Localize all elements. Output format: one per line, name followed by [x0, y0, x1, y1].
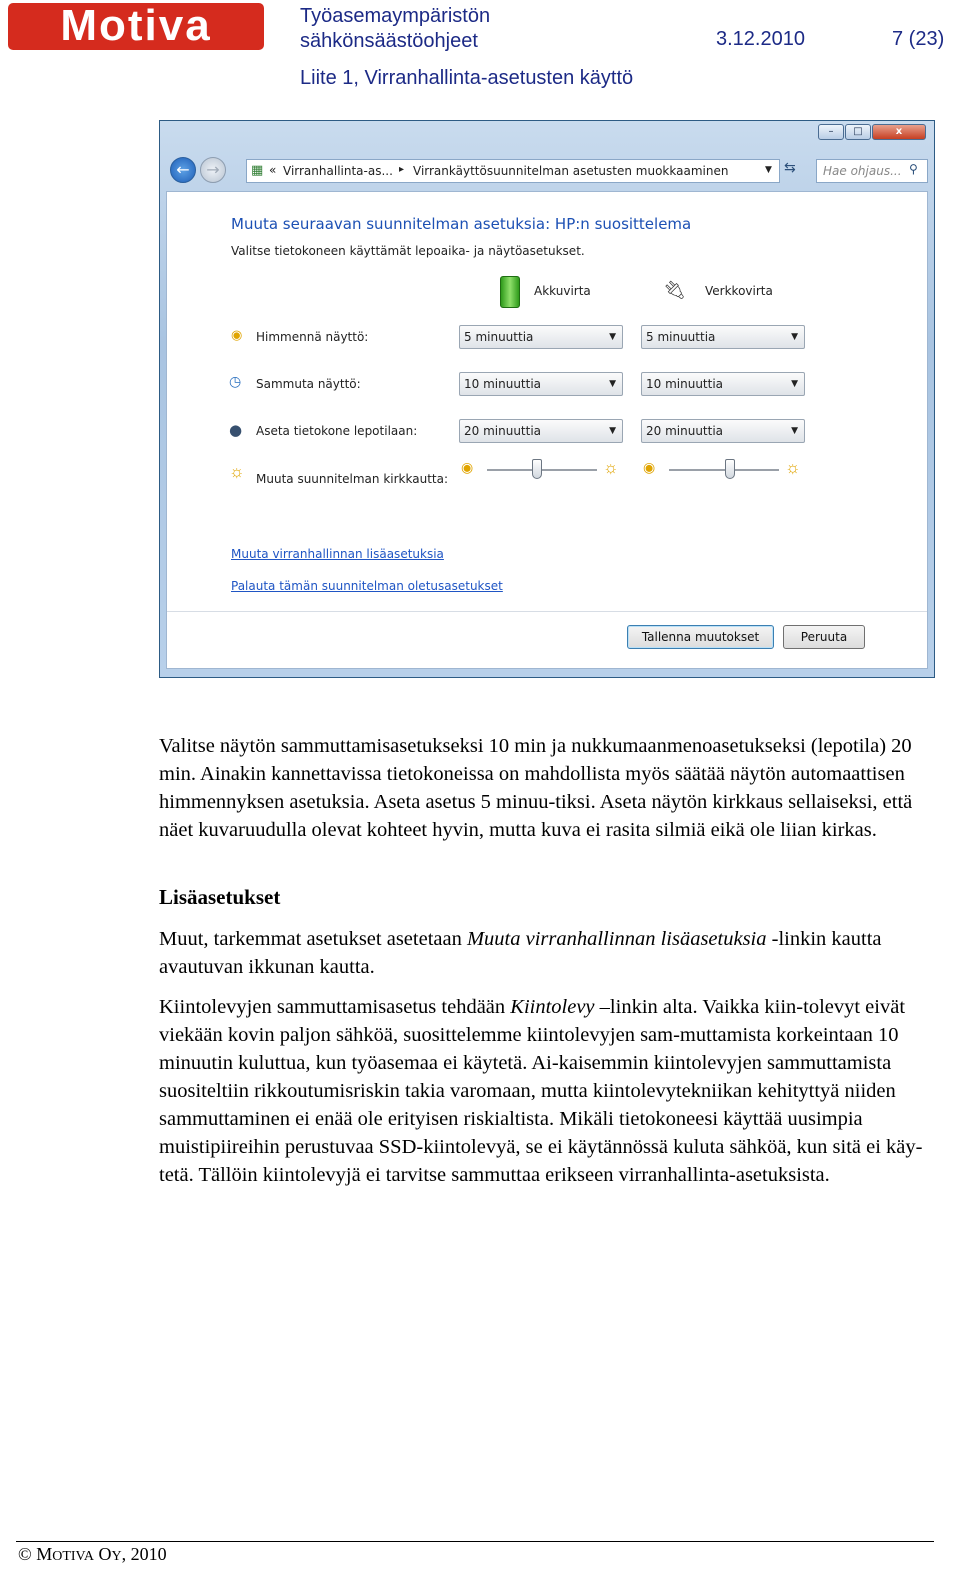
- brightness-high-icon: ☼: [603, 458, 619, 477]
- brightness-battery-track: [487, 469, 597, 471]
- maximize-button[interactable]: □: [845, 124, 871, 140]
- address-bar[interactable]: [246, 159, 780, 183]
- back-arrow-icon: ←: [176, 160, 190, 179]
- address-dropdown-icon[interactable]: ▼: [765, 165, 772, 175]
- divider: [167, 611, 927, 612]
- section-heading: Lisäasetukset: [159, 885, 281, 909]
- dim-display-icon: ◉: [231, 328, 243, 343]
- display-off-battery-value: 10 minuuttia: [464, 377, 542, 391]
- paragraph-display-settings: Valitse näytön sammuttamisasetukseksi 10 min ja nukkumaanmenoasetukseksi (lepotila) 20 min. Ainakin kannettavissa tietokoneissa on mahdollista myös säätää näytön automaattisen himmennyksen asetuksia. Aseta asetus 5 minuu-tiksi. Aseta näytön kirkkaus sellaiseksi, että näet kuvaruudulla olevat kohteet hyvin, mutta kuva ei rasita silmiä eikä ole liian kirkas.: [159, 735, 913, 841]
- brightness-low-icon: ◉: [461, 461, 474, 476]
- cancel-button[interactable]: Peruuta: [783, 625, 865, 649]
- brightness-battery-slider[interactable]: [532, 459, 542, 479]
- brightness-low-icon: ◉: [643, 461, 656, 476]
- p3-text: Kiintolevyjen sammuttamisasetus tehdään: [159, 996, 511, 1018]
- breadcrumb-edit-plan[interactable]: Virrankäyttösuunnitelman asetusten muokkaaminen: [413, 164, 729, 178]
- document-title: [300, 4, 490, 54]
- display-off-ac-value: 10 minuuttia: [646, 377, 724, 391]
- p2-link-name: Muuta virranhallinnan lisäasetuksia: [466, 928, 767, 950]
- forward-arrow-icon: →: [206, 160, 220, 179]
- battery-icon: [500, 276, 520, 308]
- sleep-ac-select[interactable]: [641, 419, 805, 443]
- dim-display-battery-select[interactable]: [459, 325, 623, 349]
- brightness-ac-slider[interactable]: [725, 459, 735, 479]
- appendix-title: Liite 1, Virranhallinta-asetusten käyttö: [300, 67, 634, 89]
- paragraph-advanced-settings: [159, 925, 934, 981]
- chevron-down-icon: ▼: [609, 332, 616, 342]
- sleep-battery-value: 20 minuuttia: [464, 424, 542, 438]
- breadcrumb-chevron-icon: ▸: [399, 164, 405, 175]
- search-placeholder: Hae ohjaus...: [823, 164, 902, 178]
- chevron-down-icon: ▼: [791, 426, 798, 436]
- window-content: [166, 191, 928, 669]
- advanced-settings-link[interactable]: Muuta virranhallinnan lisäasetuksia: [231, 547, 444, 561]
- company-o: O: [93, 1544, 112, 1564]
- save-changes-button[interactable]: Tallenna muutokset: [627, 625, 774, 649]
- sleep-moon-icon: ●: [229, 421, 243, 439]
- footer-rule: [16, 1541, 934, 1542]
- display-off-label: Sammuta näyttö:: [256, 377, 361, 391]
- sleep-label: Aseta tietokone lepotilaan:: [256, 424, 418, 438]
- chevron-down-icon: ▼: [791, 379, 798, 389]
- p2-text-end: -linkin kautta avautuvan ikkunan kautta.: [159, 928, 882, 978]
- sleep-ac-value: 20 minuuttia: [646, 424, 724, 438]
- document-date: 3.12.2010: [716, 28, 805, 50]
- refresh-icon[interactable]: ⇆: [784, 160, 796, 176]
- p3-text-end: –linkin alta. Vaikka kiin-tolevyt eivät viekään kovin paljon sähköä, suosittelemme kiintolevyjen sam-muttamista korkeintaan 10 minuutin kuluttua, kun työasemaa ei käytetä. Ai-kaisemmin kiintolevyjen sammuttamista suositeltiin rikkoutumisriskin takia varomaan, mutta kiintolevytekniikan kehityttyä niiden sammuttaminen ei enää ole erityisen riskialtista. Mikäli tietokoneesi käyttää uusimpia muistipiireihin perustuvaa SSD-kiintolevyä, se ei käytännössä kuluta sähköä, kun sitä ei käy-tetä. Tällöin kiintolevyjä ei tarvitse sammuttaa erikseen virranhallinta-asetuksista.: [159, 996, 923, 1186]
- brightness-sun-icon: ☼: [229, 462, 245, 481]
- logo-text: Motiva: [60, 3, 212, 50]
- page-number: 7 (23): [892, 28, 945, 50]
- search-input[interactable]: [816, 159, 928, 183]
- dim-display-battery-value: 5 minuuttia: [464, 330, 534, 344]
- company-y: Y: [111, 1549, 122, 1564]
- sleep-battery-select[interactable]: [459, 419, 623, 443]
- footer-copyright: [18, 1544, 167, 1565]
- dim-display-ac-value: 5 minuuttia: [646, 330, 716, 344]
- restore-defaults-link[interactable]: Palauta tämän suunnitelman oletusasetukset: [231, 579, 503, 593]
- brightness-high-icon: ☼: [785, 458, 801, 477]
- dim-display-ac-select[interactable]: [641, 325, 805, 349]
- display-off-battery-select[interactable]: [459, 372, 623, 396]
- plan-heading: Muuta seuraavan suunnitelman asetuksia: HP:n suosittelema: [231, 215, 692, 233]
- plan-subheading: Valitse tietokoneen käyttämät lepoaika- ja näytöasetukset.: [231, 244, 585, 258]
- paragraph-hard-disk: [159, 993, 934, 1189]
- breadcrumb-power-options[interactable]: Virranhallinta-as...: [283, 164, 393, 178]
- document-title-line2: sähkönsäästöohjeet: [300, 30, 478, 52]
- document-title-line1: Työasemaympäristön: [300, 5, 491, 27]
- search-icon[interactable]: ⚲: [909, 162, 918, 176]
- display-off-ac-select[interactable]: [641, 372, 805, 396]
- ac-column-label: Verkkovirta: [705, 284, 773, 298]
- copyright-symbol: ©: [18, 1544, 32, 1564]
- brightness-label: Muuta suunnitelman kirkkautta:: [256, 472, 448, 486]
- chevron-down-icon: ▼: [609, 426, 616, 436]
- power-options-window: [159, 120, 935, 678]
- chevron-down-icon: ▼: [791, 332, 798, 342]
- p3-link-name: Kiintolevy: [510, 996, 595, 1018]
- chevron-down-icon: ▼: [609, 379, 616, 389]
- battery-column-label: Akkuvirta: [534, 284, 591, 298]
- control-panel-icon: ▦: [251, 163, 264, 178]
- back-button[interactable]: [170, 157, 196, 183]
- plug-icon: 🔌︎: [663, 280, 686, 301]
- company-initial: M: [36, 1544, 53, 1564]
- footer-year: , 2010: [121, 1544, 167, 1564]
- close-button[interactable]: x: [872, 124, 926, 140]
- p2-text: Muut, tarkemmat asetukset asetetaan: [159, 928, 467, 950]
- breadcrumb-separator: «: [269, 163, 277, 177]
- forward-button[interactable]: [200, 157, 226, 183]
- minimize-button[interactable]: –: [818, 124, 844, 140]
- motiva-logo: [8, 3, 264, 50]
- dim-display-label: Himmennä näyttö:: [256, 330, 369, 344]
- display-off-icon: ◷: [229, 374, 242, 390]
- company-rest: OTIVA: [52, 1549, 94, 1564]
